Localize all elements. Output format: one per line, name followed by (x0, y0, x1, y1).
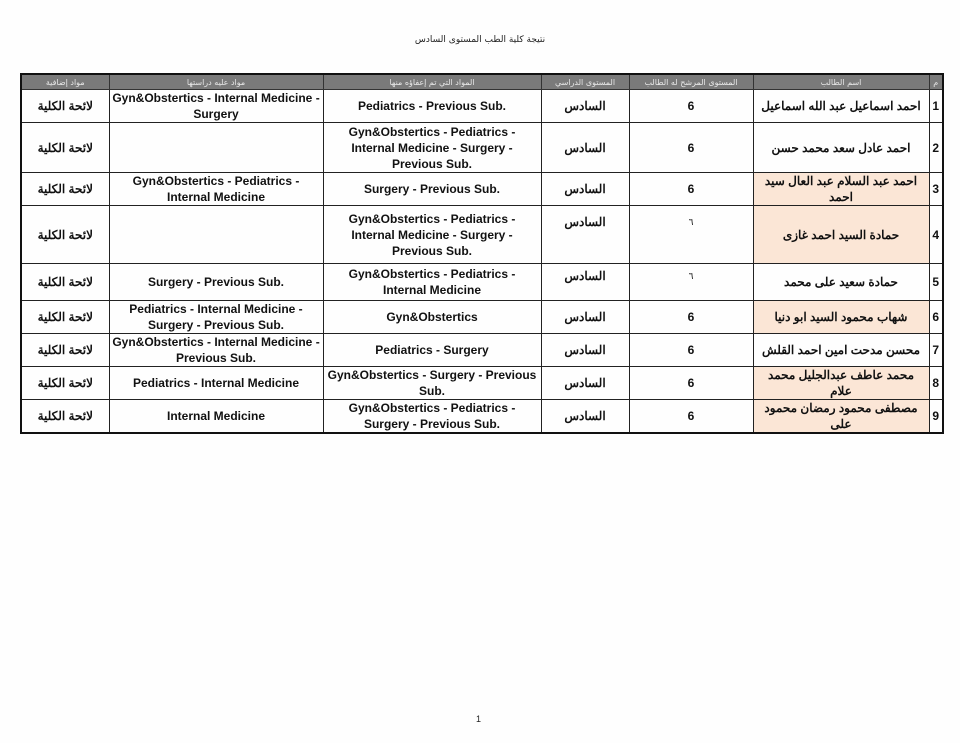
table-row (21, 400, 943, 434)
cell-exempted: Pediatrics - Previous Sub. (323, 90, 541, 123)
cell-academic-level: السادس (541, 123, 629, 173)
cell-student-name: محسن مدحت امين احمد القلش (753, 334, 929, 367)
cell-academic-level: السادس (541, 367, 629, 400)
cell-to-study: Internal Medicine (109, 400, 323, 434)
cell-to-study: Gyn&Obstertics - Internal Medicine - Previous Sub. (109, 334, 323, 367)
cell-student-name: محمد عاطف عبدالجليل محمد علام (753, 367, 929, 400)
results-table (20, 73, 944, 434)
header-academic-level: المستوى الدراسي (541, 74, 629, 90)
cell-exempted: Gyn&Obstertics - Pediatrics - Surgery - Previous Sub. (323, 400, 541, 434)
cell-number: 9 (929, 400, 943, 434)
cell-academic-level: السادس (541, 90, 629, 123)
cell-exempted: Gyn&Obstertics (323, 301, 541, 334)
cell-number: 7 (929, 334, 943, 367)
cell-to-study: Pediatrics - Internal Medicine (109, 367, 323, 400)
cell-student-name: حمادة السيد احمد غازى (753, 206, 929, 264)
cell-extra: لائحة الكلية (21, 400, 109, 434)
cell-academic-level: السادس (541, 301, 629, 334)
cell-student-name: احمد اسماعيل عبد الله اسماعيل (753, 90, 929, 123)
cell-extra: لائحة الكلية (21, 206, 109, 264)
cell-extra: لائحة الكلية (21, 123, 109, 173)
cell-student-name: شهاب محمود السيد ابو دنيا (753, 301, 929, 334)
cell-student-name: احمد عبد السلام عبد العال سيد احمد (753, 173, 929, 206)
cell-candidate-level: 6 (629, 90, 753, 123)
cell-academic-level: السادس (541, 264, 629, 301)
cell-academic-level: السادس (541, 334, 629, 367)
cell-exempted: Gyn&Obstertics - Pediatrics - Internal Medicine (323, 264, 541, 301)
cell-exempted: Pediatrics - Surgery (323, 334, 541, 367)
cell-academic-level: السادس (541, 400, 629, 434)
cell-extra: لائحة الكلية (21, 334, 109, 367)
cell-extra: لائحة الكلية (21, 264, 109, 301)
cell-student-name: حمادة سعيد على محمد (753, 264, 929, 301)
cell-to-study: Surgery - Previous Sub. (109, 264, 323, 301)
header-exempted: المواد التي تم إعفاؤه منها (323, 74, 541, 90)
cell-number: 8 (929, 367, 943, 400)
cell-exempted: Surgery - Previous Sub. (323, 173, 541, 206)
cell-exempted: Gyn&Obstertics - Surgery - Previous Sub. (323, 367, 541, 400)
cell-extra: لائحة الكلية (21, 173, 109, 206)
cell-candidate-level: 6 (629, 173, 753, 206)
table-row (21, 123, 943, 173)
table-row (21, 206, 943, 264)
cell-extra: لائحة الكلية (21, 90, 109, 123)
table-row (21, 173, 943, 206)
header-student-name: اسم الطالب (753, 74, 929, 90)
cell-candidate-level: 6 (629, 123, 753, 173)
table-row (21, 367, 943, 400)
cell-exempted: Gyn&Obstertics - Pediatrics - Internal Medicine - Surgery - Previous Sub. (323, 123, 541, 173)
page-number: 1 (476, 714, 482, 724)
cell-student-name: مصطفى محمود رمضان محمود على (753, 400, 929, 434)
cell-number: 3 (929, 173, 943, 206)
header-number: م (929, 74, 943, 90)
cell-to-study: Gyn&Obstertics - Internal Medicine - Surgery (109, 90, 323, 123)
cell-extra: لائحة الكلية (21, 301, 109, 334)
cell-extra: لائحة الكلية (21, 367, 109, 400)
table-row (21, 301, 943, 334)
cell-exempted: Gyn&Obstertics - Pediatrics - Internal Medicine - Surgery - Previous Sub. (323, 206, 541, 264)
table-header-row (21, 74, 943, 90)
cell-number: 4 (929, 206, 943, 264)
cell-to-study (109, 206, 323, 264)
cell-candidate-level: ٦ (629, 206, 753, 264)
cell-number: 1 (929, 90, 943, 123)
header-extra: مواد إضافية (21, 74, 109, 90)
page-title: نتيجة كلية الطب المستوى السادس (414, 35, 546, 45)
cell-academic-level: السادس (541, 173, 629, 206)
cell-candidate-level: 6 (629, 400, 753, 434)
header-to-study: مواد عليه دراستها (109, 74, 323, 90)
cell-candidate-level: 6 (629, 334, 753, 367)
cell-candidate-level: ٦ (629, 264, 753, 301)
header-candidate-level: المستوى المرشح له الطالب (629, 74, 753, 90)
cell-number: 2 (929, 123, 943, 173)
cell-to-study: Pediatrics - Internal Medicine - Surgery - Previous Sub. (109, 301, 323, 334)
cell-candidate-level: 6 (629, 301, 753, 334)
cell-to-study: Gyn&Obstertics - Pediatrics - Internal Medicine (109, 173, 323, 206)
cell-number: 6 (929, 301, 943, 334)
cell-number: 5 (929, 264, 943, 301)
cell-student-name: احمد عادل سعد محمد حسن (753, 123, 929, 173)
table-row (21, 264, 943, 301)
table-row (21, 90, 943, 123)
cell-to-study (109, 123, 323, 173)
cell-candidate-level: 6 (629, 367, 753, 400)
table-row (21, 334, 943, 367)
cell-academic-level: السادس (541, 206, 629, 264)
